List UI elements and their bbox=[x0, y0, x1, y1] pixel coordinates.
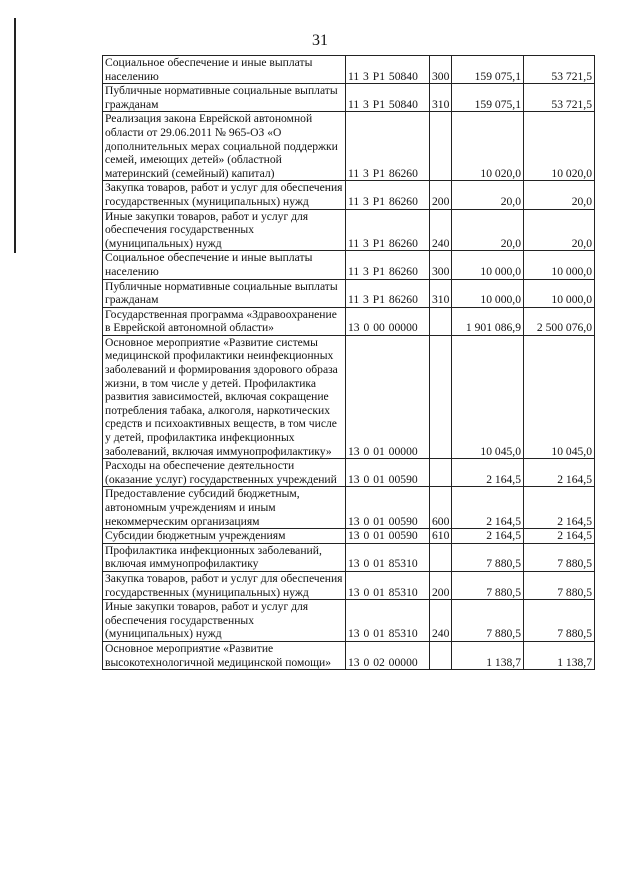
table-row bbox=[103, 600, 595, 642]
row-amount-year1-cell: 2 164,5 bbox=[452, 459, 524, 487]
row-name-cell: Иные закупки товаров, работ и услуг для обеспечения государственных (муниципальных) нужд bbox=[103, 209, 346, 251]
table-row bbox=[103, 571, 595, 599]
row-code-cell: 11 3 Р1 86260 bbox=[346, 279, 430, 307]
table-row bbox=[103, 181, 595, 209]
row-expense-type-cell: 240 bbox=[430, 600, 452, 642]
row-expense-type-cell: 300 bbox=[430, 56, 452, 84]
row-amount-year1-cell: 7 880,5 bbox=[452, 543, 524, 571]
row-amount-year1-cell: 159 075,1 bbox=[452, 56, 524, 84]
row-amount-year2-cell: 53 721,5 bbox=[524, 84, 595, 112]
row-code-cell: 13 0 01 85310 bbox=[346, 600, 430, 642]
row-amount-year2-cell: 7 880,5 bbox=[524, 543, 595, 571]
page-number: 31 bbox=[312, 32, 328, 49]
row-name-cell: Публичные нормативные социальные выплаты гражданам bbox=[103, 84, 346, 112]
row-name-cell: Профилактика инфекционных заболеваний, включая иммунопрофилактику bbox=[103, 543, 346, 571]
row-code-cell: 13 0 01 00000 bbox=[346, 335, 430, 458]
row-amount-year2-cell: 2 500 076,0 bbox=[524, 307, 595, 335]
row-expense-type-cell: 200 bbox=[430, 181, 452, 209]
row-amount-year2-cell: 2 164,5 bbox=[524, 529, 595, 544]
row-expense-type-cell: 300 bbox=[430, 251, 452, 279]
row-code-cell: 11 3 Р1 86260 bbox=[346, 251, 430, 279]
row-amount-year2-cell: 7 880,5 bbox=[524, 571, 595, 599]
row-expense-type-cell bbox=[430, 459, 452, 487]
row-amount-year2-cell: 10 045,0 bbox=[524, 335, 595, 458]
row-code-cell: 13 0 01 00590 bbox=[346, 459, 430, 487]
table-row bbox=[103, 487, 595, 529]
table-row bbox=[103, 543, 595, 571]
row-amount-year2-cell: 10 020,0 bbox=[524, 112, 595, 181]
table-row bbox=[103, 279, 595, 307]
row-code-cell: 13 0 01 00590 bbox=[346, 487, 430, 529]
row-name-cell: Основное мероприятие «Развитие системы медицинской профилактики неинфекционных заболеваний и формирования здорового образа жизни, в том числе у детей. Профилактика развития зависимостей, включая сокращение потребления табака, алкоголя, наркотических средств и психоактивных веществ, в том числе у детей, профилактика инфекционных заболеваний, включая иммунопрофилактику» bbox=[103, 335, 346, 458]
row-name-cell: Социальное обеспечение и иные выплаты населению bbox=[103, 56, 346, 84]
table-row bbox=[103, 251, 595, 279]
row-amount-year1-cell: 10 000,0 bbox=[452, 279, 524, 307]
row-expense-type-cell: 610 bbox=[430, 529, 452, 544]
row-name-cell: Реализация закона Еврейской автономной области от 29.06.2011 № 965-ОЗ «О дополнительных мерах социальной поддержки семей, имеющих детей» (областной материнский (семейный) капитал) bbox=[103, 112, 346, 181]
row-name-cell: Иные закупки товаров, работ и услуг для обеспечения государственных (муниципальных) нужд bbox=[103, 600, 346, 642]
row-name-cell: Предоставление субсидий бюджетным, автономным учреждениям и иным некоммерческим организациям bbox=[103, 487, 346, 529]
row-amount-year2-cell: 20,0 bbox=[524, 209, 595, 251]
row-code-cell: 11 3 Р1 86260 bbox=[346, 112, 430, 181]
scan-margin-line bbox=[14, 18, 16, 253]
table-row bbox=[103, 459, 595, 487]
budget-table bbox=[102, 55, 595, 670]
row-name-cell: Основное мероприятие «Развитие высокотехнологичной медицинской помощи» bbox=[103, 641, 346, 669]
row-amount-year1-cell: 1 138,7 bbox=[452, 641, 524, 669]
row-amount-year1-cell: 159 075,1 bbox=[452, 84, 524, 112]
row-code-cell: 11 3 Р1 86260 bbox=[346, 181, 430, 209]
row-amount-year1-cell: 10 000,0 bbox=[452, 251, 524, 279]
row-code-cell: 11 3 Р1 50840 bbox=[346, 56, 430, 84]
row-expense-type-cell bbox=[430, 543, 452, 571]
table-row bbox=[103, 529, 595, 544]
table-row bbox=[103, 56, 595, 84]
table-row bbox=[103, 84, 595, 112]
row-name-cell: Социальное обеспечение и иные выплаты населению bbox=[103, 251, 346, 279]
row-code-cell: 13 0 01 00590 bbox=[346, 529, 430, 544]
table-row bbox=[103, 335, 595, 458]
row-amount-year1-cell: 20,0 bbox=[452, 181, 524, 209]
row-expense-type-cell: 240 bbox=[430, 209, 452, 251]
row-amount-year1-cell: 7 880,5 bbox=[452, 571, 524, 599]
table-row bbox=[103, 209, 595, 251]
row-expense-type-cell bbox=[430, 335, 452, 458]
row-amount-year1-cell: 10 020,0 bbox=[452, 112, 524, 181]
row-amount-year2-cell: 7 880,5 bbox=[524, 600, 595, 642]
row-expense-type-cell bbox=[430, 307, 452, 335]
row-name-cell: Закупка товаров, работ и услуг для обеспечения государственных (муниципальных) нужд bbox=[103, 571, 346, 599]
table-row bbox=[103, 307, 595, 335]
row-code-cell: 13 0 02 00000 bbox=[346, 641, 430, 669]
row-expense-type-cell: 200 bbox=[430, 571, 452, 599]
row-code-cell: 11 3 Р1 86260 bbox=[346, 209, 430, 251]
row-code-cell: 11 3 Р1 50840 bbox=[346, 84, 430, 112]
row-expense-type-cell: 310 bbox=[430, 279, 452, 307]
row-amount-year1-cell: 20,0 bbox=[452, 209, 524, 251]
row-amount-year2-cell: 20,0 bbox=[524, 181, 595, 209]
row-amount-year2-cell: 1 138,7 bbox=[524, 641, 595, 669]
budget-table-body bbox=[103, 56, 595, 670]
row-amount-year1-cell: 7 880,5 bbox=[452, 600, 524, 642]
row-amount-year2-cell: 10 000,0 bbox=[524, 251, 595, 279]
row-amount-year2-cell: 53 721,5 bbox=[524, 56, 595, 84]
row-name-cell: Государственная программа «Здравоохранение в Еврейской автономной области» bbox=[103, 307, 346, 335]
row-name-cell: Публичные нормативные социальные выплаты гражданам bbox=[103, 279, 346, 307]
row-code-cell: 13 0 01 85310 bbox=[346, 543, 430, 571]
row-amount-year2-cell: 2 164,5 bbox=[524, 459, 595, 487]
row-name-cell: Расходы на обеспечение деятельности (оказание услуг) государственных учреждений bbox=[103, 459, 346, 487]
row-name-cell: Закупка товаров, работ и услуг для обеспечения государственных (муниципальных) нужд bbox=[103, 181, 346, 209]
table-row bbox=[103, 112, 595, 181]
row-code-cell: 13 0 01 85310 bbox=[346, 571, 430, 599]
row-code-cell: 13 0 00 00000 bbox=[346, 307, 430, 335]
row-expense-type-cell: 310 bbox=[430, 84, 452, 112]
row-expense-type-cell: 600 bbox=[430, 487, 452, 529]
row-name-cell: Субсидии бюджетным учреждениям bbox=[103, 529, 346, 544]
row-amount-year1-cell: 10 045,0 bbox=[452, 335, 524, 458]
row-expense-type-cell bbox=[430, 112, 452, 181]
table-row bbox=[103, 641, 595, 669]
row-amount-year2-cell: 2 164,5 bbox=[524, 487, 595, 529]
row-expense-type-cell bbox=[430, 641, 452, 669]
row-amount-year1-cell: 2 164,5 bbox=[452, 529, 524, 544]
row-amount-year2-cell: 10 000,0 bbox=[524, 279, 595, 307]
row-amount-year1-cell: 2 164,5 bbox=[452, 487, 524, 529]
row-amount-year1-cell: 1 901 086,9 bbox=[452, 307, 524, 335]
